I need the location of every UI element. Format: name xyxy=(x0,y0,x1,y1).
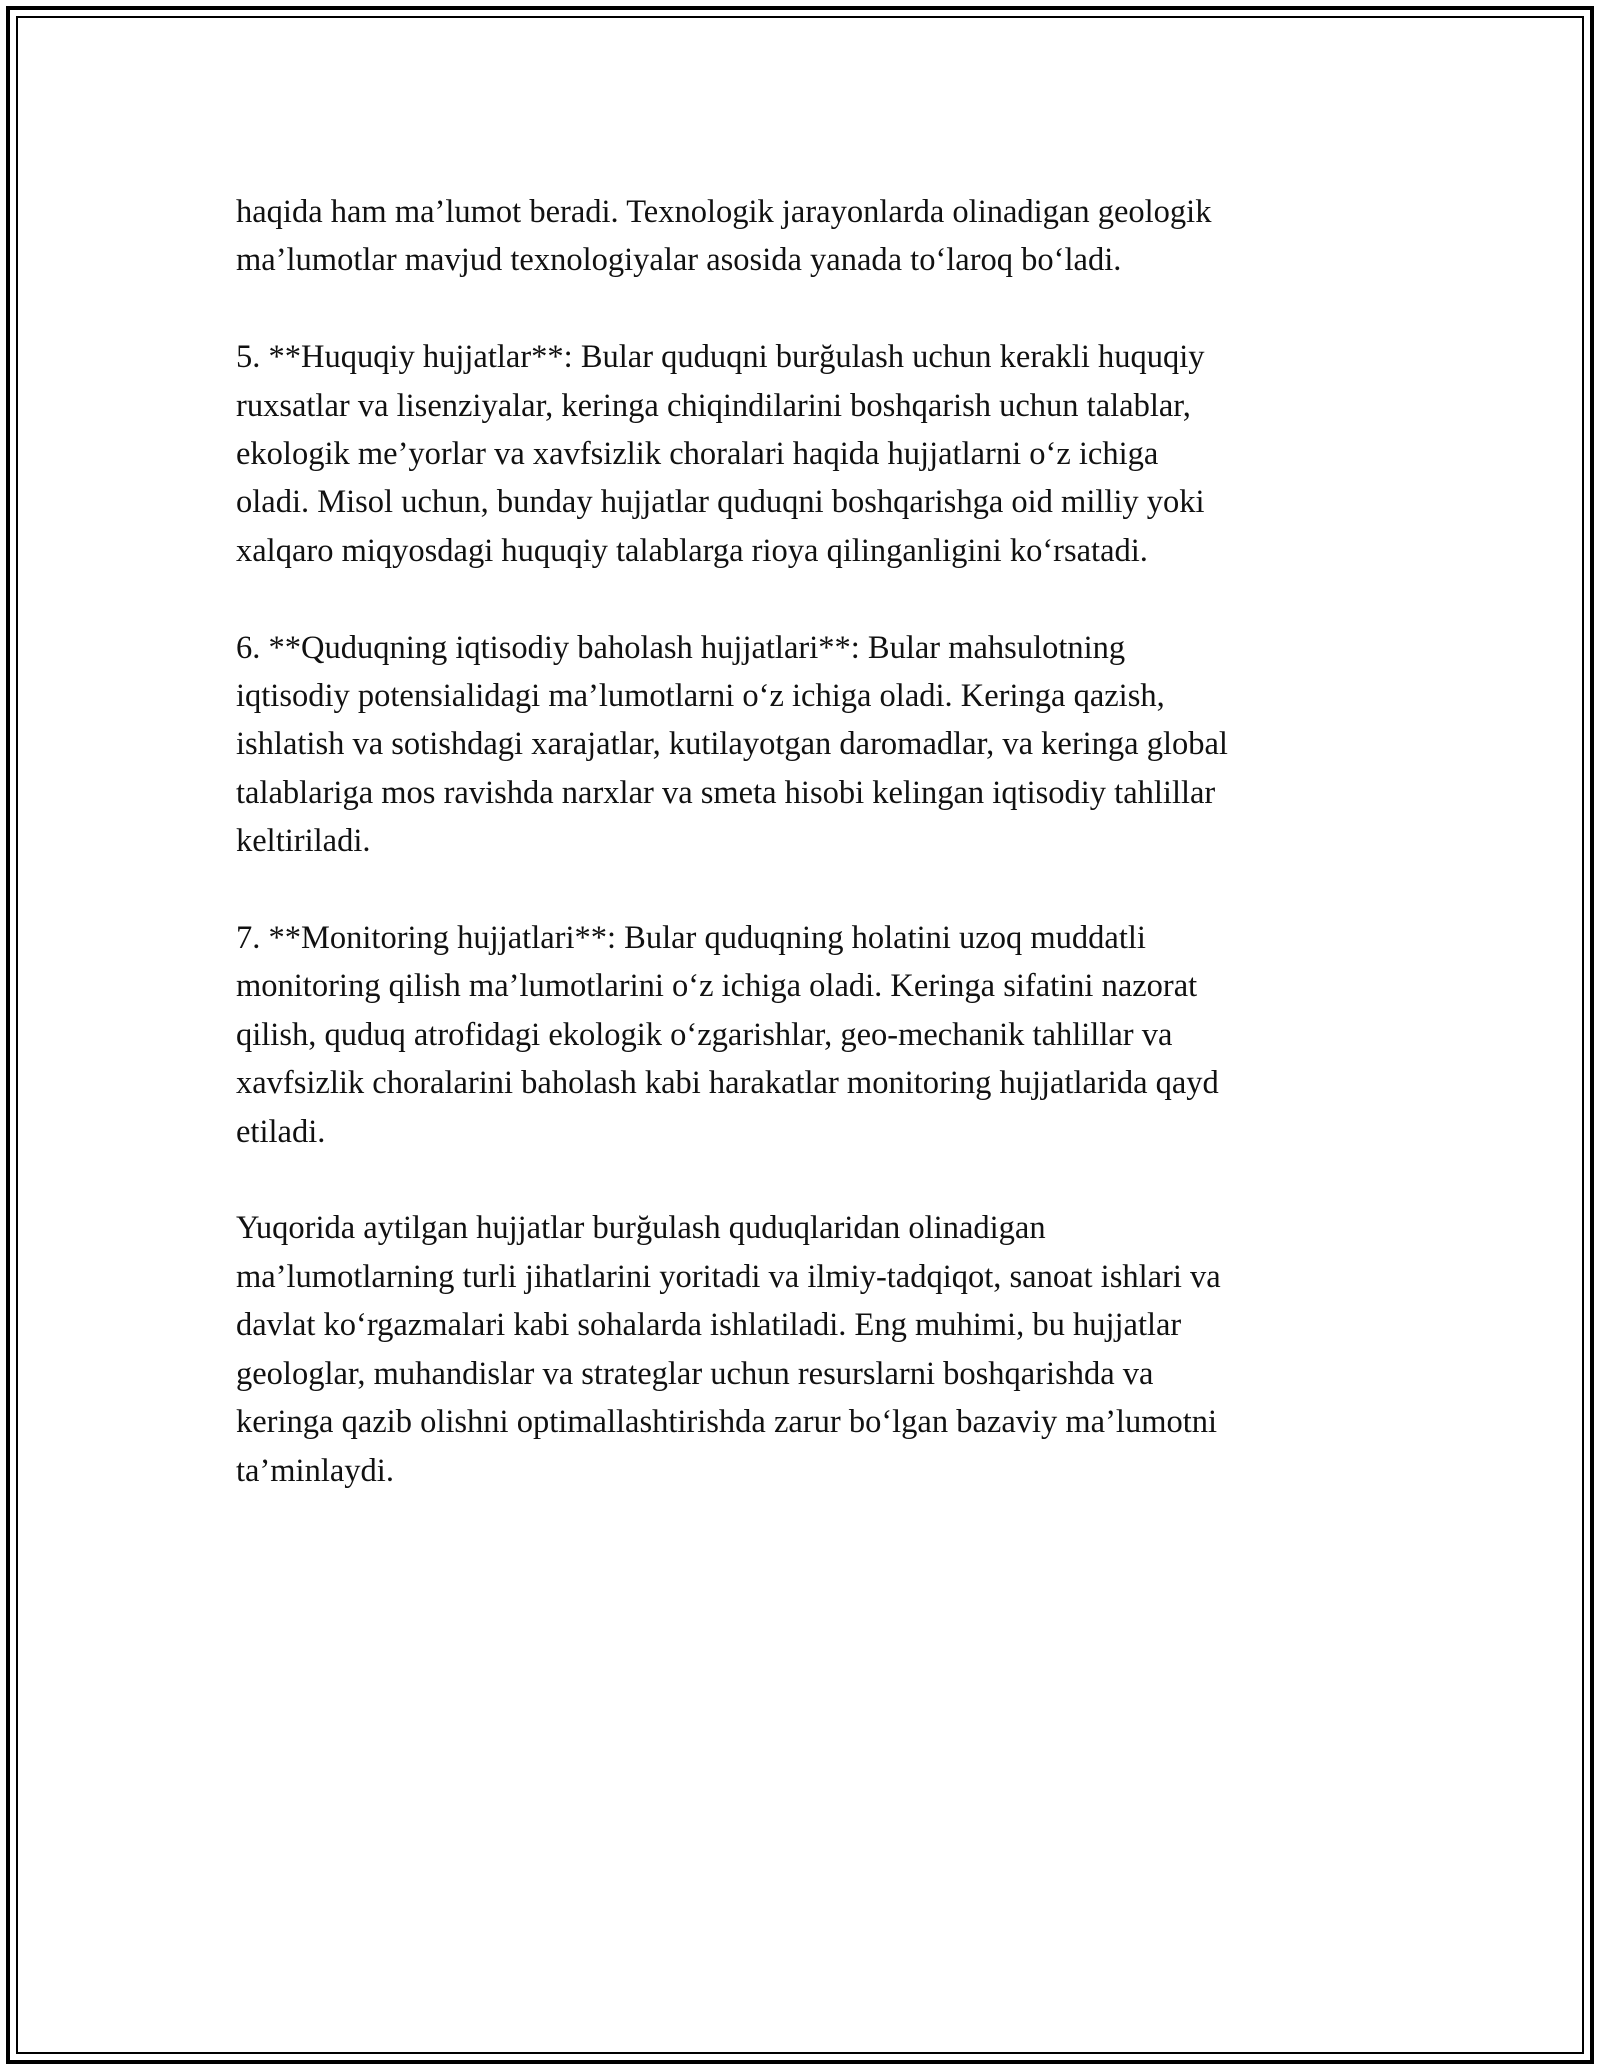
document-body xyxy=(236,188,1366,1543)
paragraph-legal-documents: 5. **Huquqiy hujjatlar**: Bular quduqni burğulash uchun kerakli huquqiy ruxsatlar va lisenziyalar, keringa chiqindilarini boshqarish uchun talablar, ekologik me’yorlar va xavfsizlik choralari haqida hujjatlarni o‘z ichiga oladi. Misol uchun, bunday hujjatlar quduqni boshqarishga oid milliy yoki xalqaro miqyosdagi huquqiy talablarga rioya qilinganligini ko‘rsatadi. xyxy=(236,339,1205,569)
paragraph-intro-continuation: haqida ham ma’lumot beradi. Texnologik jarayonlarda olinadigan geologik ma’lumotlar mavjud texnologiyalar asosida yanada to‘laroq bo‘ladi. xyxy=(236,194,1212,279)
paragraph-monitoring-documents: 7. **Monitoring hujjatlari**: Bular quduqning holatini uzoq muddatli monitoring qilish ma’lumotlarini o‘z ichiga oladi. Keringa sifatini nazorat qilish, quduq atrofidagi ekologik o‘zgarishlar, geo-mechanik tahlillar va xavfsizlik choralarini baholash kabi harakatlar monitoring hujjatlarida qayd etiladi. xyxy=(236,920,1219,1150)
paragraph-conclusion: Yuqorida aytilgan hujjatlar burğulash quduqlaridan olinadigan ma’lumotlarning turli jihatlarini yoritadi va ilmiy-tadqiqot, sanoat ishlari va davlat ko‘rgazmalari kabi sohalarda ishlatiladi. Eng muhimi, bu hujjatlar geologlar, muhandislar va strateglar uchun resurslarni boshqarishda va keringa qazib olishni optimallashtirishda zarur bo‘lgan bazaviy ma’lumotni ta’minlaydi. xyxy=(236,1210,1221,1489)
paragraph-economic-evaluation: 6. **Quduqning iqtisodiy baholash hujjatlari**: Bular mahsulotning iqtisodiy potensialidagi ma’lumotlarni o‘z ichiga oladi. Keringa qazish, ishlatish va sotishdagi xarajatlar, kutilayotgan daromadlar, va keringa global talablariga mos ravishda narxlar va smeta hisobi kelingan iqtisodiy tahlillar keltiriladi. xyxy=(236,629,1228,860)
